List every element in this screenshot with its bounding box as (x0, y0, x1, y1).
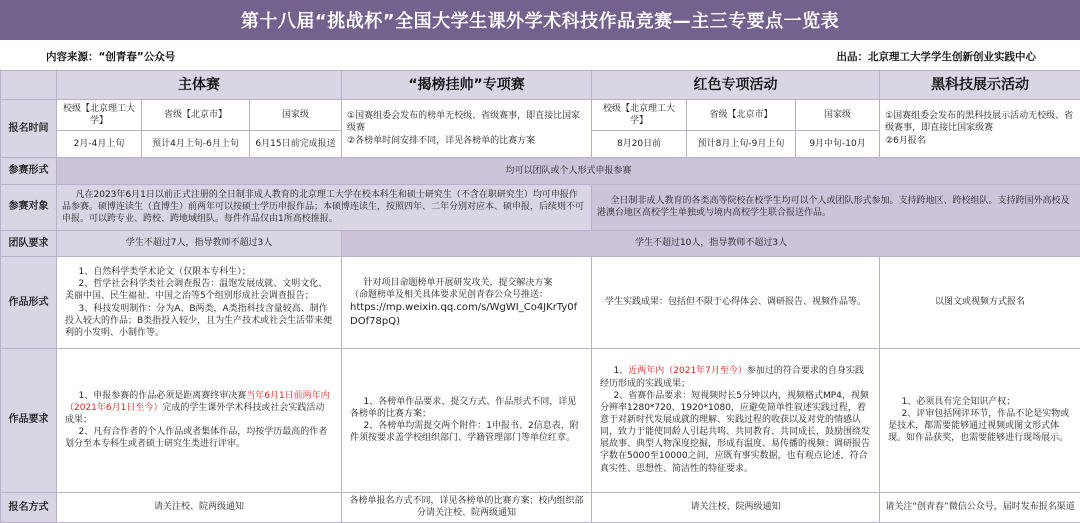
work-req-row (1, 348, 1080, 492)
main-work-form-3: 3、科技发明制作：分为A、B两类，A类指科技含量较高、制作投入较大的作品；B类指投入较少，且为生产技术或社会生活带来便利的小发明、小制作等。 (65, 303, 333, 338)
jiebang-signup-time (342, 100, 592, 158)
red-work-req (592, 348, 880, 492)
others-team-text: 学生不超过10人，指导教师不超过3人 (342, 230, 1080, 257)
tech-signup-method: 请关注“创青春”微信公众号，届时发布报名渠道 (880, 492, 1080, 522)
main-level-national: 国家级 (250, 100, 342, 131)
jiebang-work-req-2: 2、各榜单均需提交两个附件：1申报书、2信息表，附件须按要求盖学校组织部门、学籍管理部门等单位红章。 (350, 421, 579, 444)
content-source: 内容来源：“创青春”公众号 (46, 51, 176, 63)
main-work-form (57, 257, 342, 348)
others-target-text: 全日制非成人教育的各类高等院校在校学生均可以个人或团队形式参加。支持跨地区、跨校组队。支持跨国外高校及港澳台地区高校学生单独或与境内高校学生联合报送作品。 (592, 184, 1080, 230)
red-date-province: 预计8月上旬-9月上旬 (687, 131, 796, 158)
participation-form-row (1, 158, 1080, 185)
row-header-target: 参赛对象 (1, 184, 57, 230)
work-form-row (1, 257, 1080, 348)
tech-work-req-1: 1、必须具有完全知识产权； (901, 396, 1016, 407)
red-level-school: 校级【北京理工大学】 (592, 100, 687, 131)
main-work-req-2: 2、凡有合作者的个人作品或者集体作品，均按学历最高的作者划分至本专科生或者硕士研究生类进行评审。 (65, 427, 328, 450)
col-header-main: 主体赛 (57, 71, 342, 100)
signup-time-row (1, 100, 1080, 131)
red-work-form: 学生实践成果：包括但不限于心得体会、调研报告、视频作品等。 (592, 257, 880, 348)
signup-method-row (1, 492, 1080, 522)
jiebang-time-note-1: ①国赛组委会发布的榜单无校级、省级赛事，即直接比国家级赛 (347, 111, 581, 134)
jiebang-work-req-1: 1、各榜单作品要求、提交方式、作品形式不同，详见各榜单的比赛方案； (350, 396, 577, 419)
tech-work-req-2: 2、评审包括网评环节，作品不论是实物或是技术，都需要能够通过视频或图文形式体现。如作品获奖，也需要能够进行现场展示。 (888, 408, 1070, 444)
jiebang-time-note-2: ②各榜单时间安排不同，详见各榜单的比赛方案 (347, 135, 536, 146)
corner-cell (1, 71, 57, 100)
red-level-province: 省级【北京市】 (687, 100, 796, 131)
main-work-req-1: 1、申报参赛的作品必须是距离赛终审决赛当年6月1日前两年内（2021年6月1日至今）完成的学生课外学术科技或社会实践活动成果； (65, 390, 330, 425)
main-team-text: 学生不超过7人，指导教师不超过3人 (57, 230, 342, 257)
red-date-school: 8月20日前 (592, 131, 687, 158)
col-header-jiebang: “揭榜挂帅”专项赛 (342, 71, 592, 100)
target-row (1, 184, 1080, 230)
tech-work-form: 以图文或视频方式报名 (880, 257, 1080, 348)
team-row (1, 230, 1080, 257)
tech-work-req (880, 348, 1080, 492)
main-level-province: 省级【北京市】 (142, 100, 250, 131)
jiebang-work-form-2: （命题榜单及相关具体要求见创青春公众号推送： (350, 290, 549, 300)
jiebang-work-form-1: 针对项目命题榜单开展研发攻关，提交解决方案 (363, 277, 553, 288)
row-header-form: 参赛形式 (1, 158, 57, 185)
participation-form-text: 均可以团队或个人形式申报参赛 (57, 158, 1080, 185)
row-header-work-req: 作品要求 (1, 348, 57, 492)
jiebang-signup-method: 各榜单报名方式不同，详见各榜单的比赛方案；校内组织部分请关注校、院两级通知 (342, 492, 592, 522)
jiebang-work-form (342, 257, 592, 348)
summary-table (0, 70, 1080, 523)
main-date-province: 预计4月上旬-6月上旬 (142, 131, 250, 158)
tech-time-note-1: ①国赛组委会发布的黑科技展示活动无校级、省级赛事，即直接比国家级赛 (885, 111, 1074, 134)
jiebang-work-form-link[interactable]: https://mp.weixin.qq.com/s/WgWI_Co4JKrTy0fDOf78pQ) (350, 302, 578, 327)
main-target-text: 凡在2023年6月1日以前正式注册的全日制非成人教育的北京理工大学在校本科生和硕士研究生（不含在职研究生）均可申报作品参赛。硕博连读生（直博生）前两年可以按硕士学历申报作品；本硕博连读生，按照四年、二年分别对应本、硕申报，后续则不可申报。可以跨专业、跨校、跨地域组队。每件作品仅由1所高校推报。 (57, 184, 592, 230)
main-date-national: 6月15日前完成报送 (250, 131, 342, 158)
red-date-national: 9月中旬-10月 (796, 131, 880, 158)
col-header-red: 红色专项活动 (592, 71, 880, 100)
main-level-school: 校级【北京理工大学】 (57, 100, 142, 131)
red-level-national: 国家级 (796, 100, 880, 131)
main-date-highlight: 当年6月1日前两年内（2021年6月1日至今） (65, 390, 330, 413)
main-work-form-2: 2、哲学社会科学类社会调查报告：温饱发展成就、文明文化、美丽中国、民生福祉、中国之治等5个组别形成社会调查报告； (65, 279, 328, 302)
row-header-signup-method: 报名方式 (1, 492, 57, 522)
red-signup-method: 请关注校、院两级通知 (592, 492, 880, 522)
row-header-signup-time: 报名时间 (1, 100, 57, 158)
red-work-req-2: 2、省赛作品要求：短视频时长5分钟以内，视频格式MP4，视频分辨率1280*720、1920*1080，应避免简单性叙述实践过程，着意于对新时代发展成就的理解、实践过程的收获以及对党的情感认同，致力于能使同龄人引起共鸣、共同教育、共同成长，鼓励围绕发展故事、典型人物深度挖掘，形成有温度、易传播的视频；调研报告字数在5000至10000之间，应既有事实数据，也有观点论述，符合真实性、思想性、简洁性的特征要求。 (600, 390, 871, 474)
red-work-req-1: 1、近两年内（2021年7月至今）参加过的符合要求的自身实践经历形成的实践成果； (600, 366, 864, 389)
main-work-form-1: 1、自然科学类学术论文（仅限本专科生）； (78, 267, 251, 278)
red-date-highlight: 近两年内（2021年7月至今） (628, 366, 747, 377)
row-header-work-form: 作品形式 (1, 257, 57, 348)
page-title: 第十八届“挑战杯”全国大学生课外学术科技作品竞赛—主三专要点一览表 (0, 0, 1080, 40)
column-header-row (1, 71, 1080, 100)
jiebang-work-req (342, 348, 592, 492)
tech-signup-time (880, 100, 1080, 158)
tech-time-note-2: ②6月报名 (885, 135, 926, 146)
main-date-school: 2月-4月上旬 (57, 131, 142, 158)
col-header-tech: 黑科技展示活动 (880, 71, 1080, 100)
row-header-team: 团队要求 (1, 230, 57, 257)
main-signup-method: 请关注校、院两级通知 (57, 492, 342, 522)
producer-credit: 出品：北京理工大学学生创新创业实践中心 (836, 51, 1036, 63)
source-bar (0, 40, 1080, 70)
main-work-req (57, 348, 342, 492)
